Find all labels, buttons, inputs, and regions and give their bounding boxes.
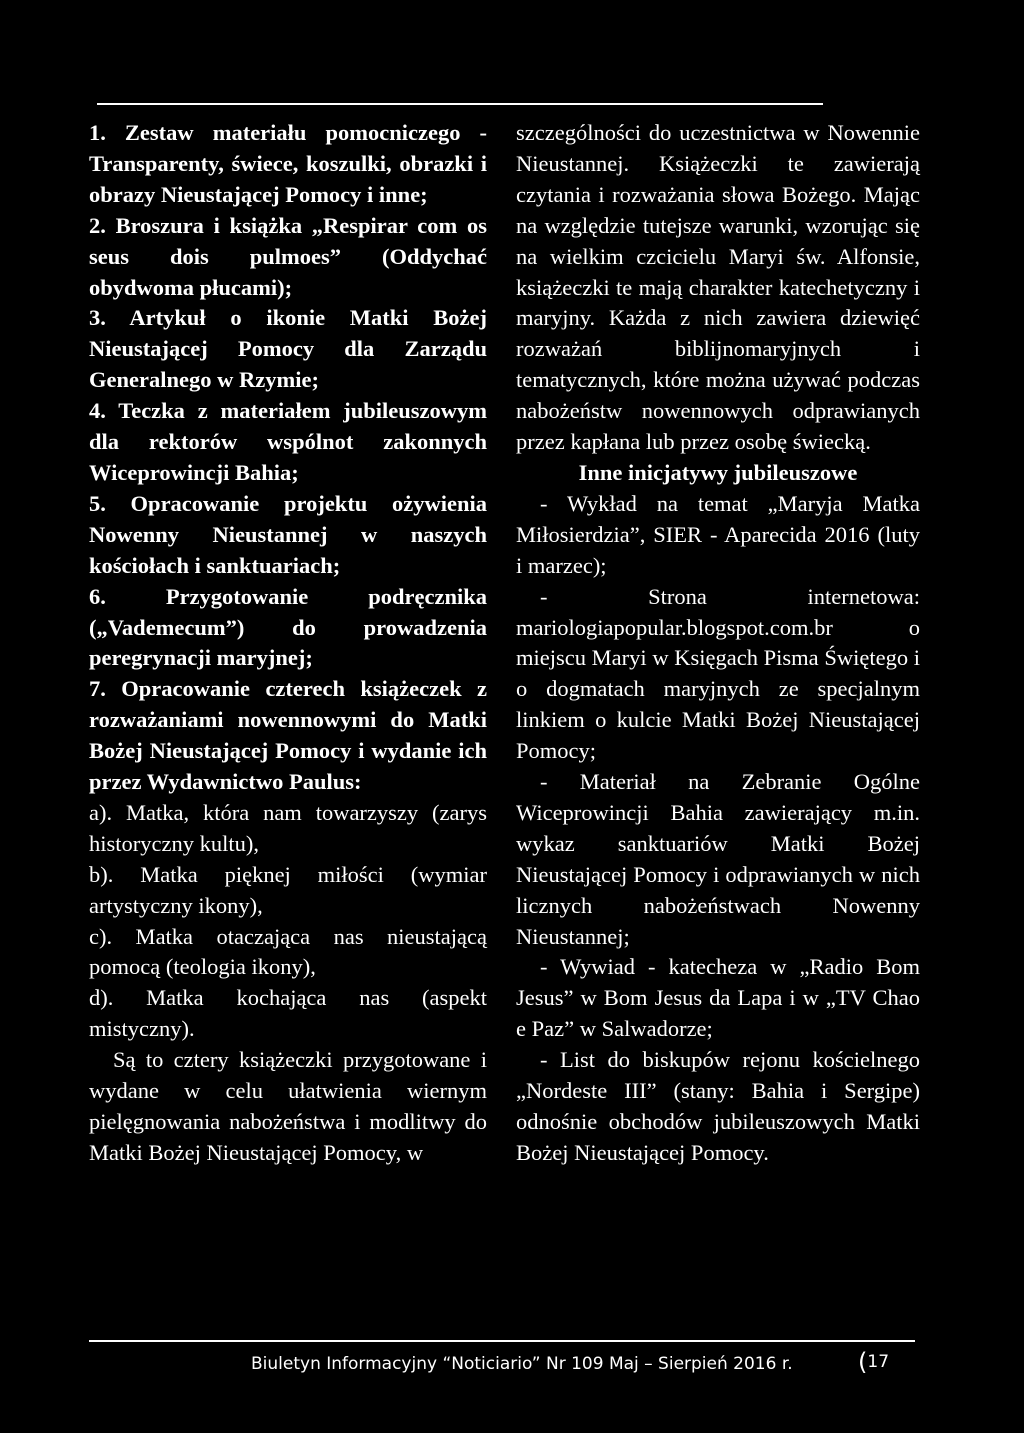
right-column <box>516 118 920 1169</box>
page-number-value: 17 <box>867 1352 890 1372</box>
list-item: 6. Przygotowanie podręcznika („Vademecum”) do prowadzenia peregrynacji maryjnej; <box>89 583 487 671</box>
sub-list-item: b). Matka pięknej miłości (wymiar artystyczny ikony), <box>89 861 487 918</box>
page-number <box>858 1350 889 1374</box>
list-item: 4. Teczka z materiałem jubileuszowym dla rektorów wspólnot zakonnych Wiceprowincji Bahia; <box>89 398 487 485</box>
list-item: 5. Opracowanie projektu ożywienia Nowenny Nieustannej w naszych kościołach i sanktuariach; <box>89 490 487 578</box>
list-item: - Strona internetowa: mariologiapopular.blogspot.com.br o miejscu Maryi w Księgach Pisma Świętego i o dogmatach maryjnych ze specjalnym linkiem o kulcie Matki Bożej Nieustającej Pomocy; <box>516 583 920 764</box>
list-item: - Materiał na Zebranie Ogólne Wiceprowincji Bahia zawierający m.in. wykaz sanktuariów Matki Bożej Nieustającej Pomocy i odprawianych w nich licznych nabożeństwach Nowenny Nieustannej; <box>516 769 920 949</box>
sub-list-item: a). Matka, która nam towarzyszy (zarys historyczny kultu), <box>89 799 487 856</box>
continuation-paragraph: szczególności do uczestnictwa w Nowennie Nieustannej. Książeczki te zawierają czytania i rozważania słowa Bożego. Mając na względzie tutejsze warunki, wzorując się na wielkim czcicielu Maryi św. Alfonsie, książeczki te mają charakter katechetyczny i maryjny. Każda z nich zawiera dziewięć rozważań biblijnomaryjnych i tematycznych, które można używać podczas nabożeństw nowennowych odprawianych przez kapłana lub przez osobę świecką. <box>516 120 920 455</box>
list-item: 1. Zestaw materiału pomocniczego - Transparenty, świece, koszulki, obrazki i obrazy Nieustającej Pomocy i inne; <box>89 120 487 207</box>
footer-divider <box>89 1340 915 1342</box>
section-heading: Inne inicjatywy jubileuszowe <box>578 459 858 485</box>
list-item: - Wykład na temat „Maryja Matka Miłosierdzia”, SIER - Aparecida 2016 (luty i marzec); <box>516 490 920 578</box>
top-divider <box>97 103 823 105</box>
list-item: - List do biskupów rejonu kościelnego „Nordeste III” (stany: Bahia i Sergipe) odnośnie obchodów jubileuszowych Matki Bożej Nieustającej Pomocy. <box>516 1047 920 1165</box>
list-item: 2. Broszura i książka „Respirar com os seus dois pulmoes” (Oddychać obydwoma płucami); <box>89 212 487 300</box>
footer-publication: Biuletyn Informacyjny “Noticiario” Nr 109 Maj – Sierpień 2016 r. <box>251 1354 793 1374</box>
page-number-bracket: ( <box>858 1348 868 1376</box>
list-item: 7. Opracowanie czterech książeczek z rozważaniami nowennowymi do Matki Bożej Nieustającej Pomocy i wydanie ich przez Wydawnictwo Paulus: <box>89 676 487 795</box>
left-column <box>89 118 487 1169</box>
list-item: - Wywiad - katecheza w „Radio Bom Jesus” w Bom Jesus da Lapa i w „TV Chao e Paz” w Salwadorze; <box>516 954 920 1042</box>
closing-paragraph: Są to cztery książeczki przygotowane i wydane w celu ułatwienia wiernym pielęgnowania nabożeństwa i modlitwy do Matki Bożej Nieustającej Pomocy, w <box>89 1047 487 1165</box>
sub-list-item: c). Matka otaczająca nas nieustającą pomocą (teologia ikony), <box>89 923 487 980</box>
sub-list-item: d). Matka kochająca nas (aspekt mistyczny). <box>89 985 487 1042</box>
list-item: 3. Artykuł o ikonie Matki Bożej Nieustającej Pomocy dla Zarządu Generalnego w Rzymie; <box>89 305 487 393</box>
